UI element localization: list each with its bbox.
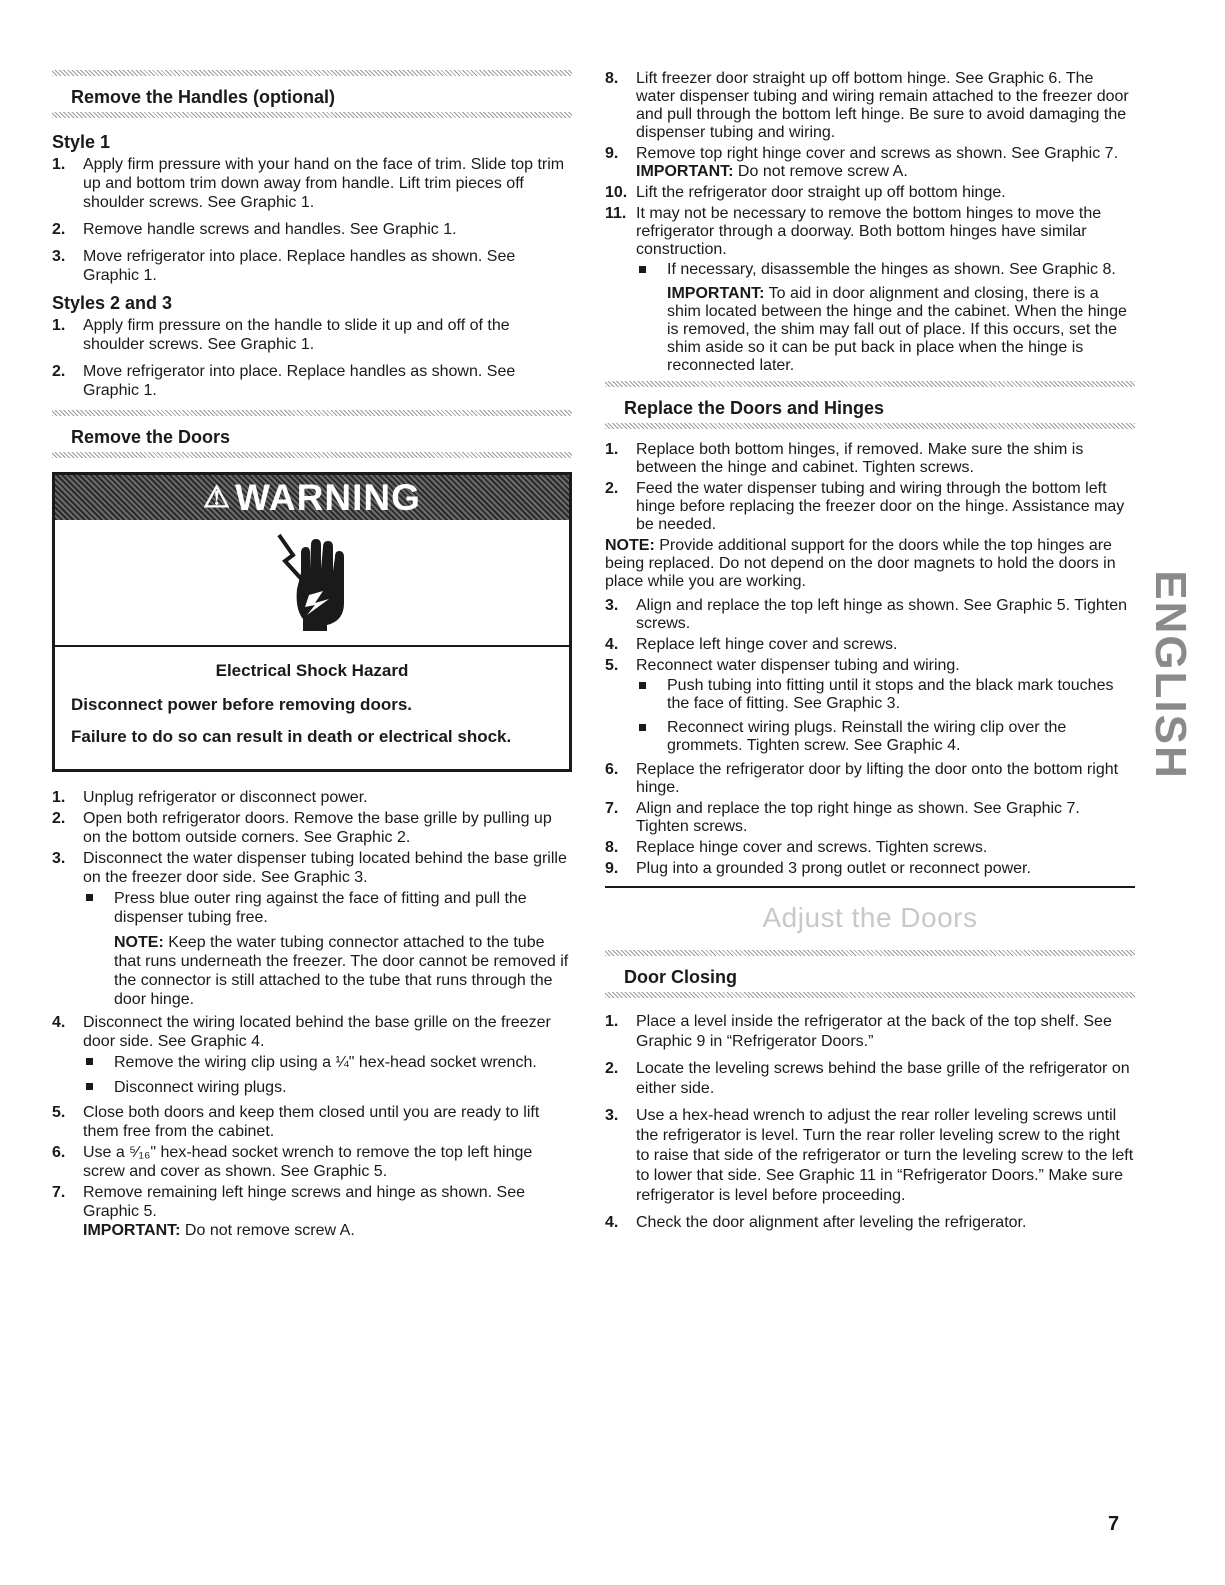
step-number: 5.	[52, 1104, 66, 1121]
step-number: 2.	[52, 221, 66, 238]
important-note	[636, 163, 1135, 181]
style1-steps	[52, 155, 572, 285]
door-closing-header	[605, 956, 1135, 992]
replace-steps-2	[605, 597, 1135, 878]
step-text: Replace hinge cover and screws. Tighten screws.	[636, 839, 988, 856]
warning-header	[55, 475, 569, 520]
bullet-text: If necessary, disassemble the hinges as shown. See Graphic 8.	[667, 261, 1116, 278]
bullet-text: Remove the wiring clip using a ¼" hex-head socket wrench.	[114, 1054, 537, 1071]
section-rule	[605, 992, 1135, 998]
warning-header-text: WARNING	[235, 476, 421, 518]
step-number: 5.	[605, 657, 619, 674]
list-item	[605, 860, 1135, 878]
step-number: 9.	[605, 860, 619, 877]
list-item	[52, 362, 572, 400]
step-text: Disconnect the water dispenser tubing located behind the base grille on the freezer door side. See Graphic 3.	[83, 850, 567, 886]
section-rule	[605, 423, 1135, 429]
page-number: 7	[1108, 1513, 1120, 1535]
step-number: 4.	[52, 1014, 66, 1031]
list-item	[52, 788, 572, 807]
list-item	[52, 1143, 572, 1181]
styles23-heading: Styles 2 and 3	[52, 293, 173, 313]
list-item	[605, 441, 1135, 477]
note-text: Keep the water tubing connector attached to the tube that runs underneath the freezer. The door cannot be removed if the connector is still attached to the tube that runs through the door hinge.	[114, 934, 569, 1008]
electrical-shock-hand-icon	[277, 533, 347, 633]
step-number: 2.	[52, 810, 66, 827]
remove-doors-steps	[52, 788, 572, 1240]
bullet-item	[636, 719, 1135, 755]
step-number: 9.	[605, 145, 619, 162]
step-number: 7.	[605, 800, 619, 817]
section-rule	[52, 112, 572, 118]
replace-steps	[605, 441, 1135, 534]
step-number: 4.	[605, 636, 619, 653]
note-text: Provide additional support for the doors while the top hinges are being replaced. Do not depend on the door magnets to hold the doors in place while you are working.	[605, 537, 1116, 590]
bullet-square-icon	[86, 894, 93, 901]
door-closing-steps	[605, 1012, 1135, 1233]
step-text: Move refrigerator into place. Replace handles as shown. See Graphic 1.	[83, 248, 516, 284]
step-number: 10.	[605, 184, 628, 201]
style1-heading: Style 1	[52, 132, 111, 152]
list-item	[605, 657, 1135, 755]
list-item	[52, 220, 572, 239]
section-title: Door Closing	[624, 967, 737, 987]
replace-doors-header	[605, 387, 1135, 423]
step-number: 3.	[605, 597, 619, 614]
step-number: 3.	[605, 1107, 619, 1124]
warning-line-1: Disconnect power before removing doors.	[71, 695, 413, 714]
remove-handles-header	[52, 76, 572, 112]
step-number: 1.	[52, 156, 66, 173]
section-title: Replace the Doors and Hinges	[624, 398, 885, 418]
important-note	[83, 1221, 572, 1240]
step-text: Remove remaining left hinge screws and hinge as shown. See Graphic 5.	[83, 1184, 526, 1220]
step-text: Align and replace the top left hinge as shown. See Graphic 5. Tighten screws.	[636, 597, 1127, 632]
step-text: It may not be necessary to remove the bottom hinges to move the refrigerator through a doorway. Both bottom hinges have similar construction.	[636, 205, 1102, 258]
bullet-text: Disconnect wiring plugs.	[114, 1079, 287, 1096]
step-text: Replace left hinge cover and screws.	[636, 636, 898, 653]
note-label: NOTE:	[114, 934, 164, 951]
step-number: 4.	[605, 1214, 619, 1231]
step-number: 1.	[605, 1013, 619, 1030]
list-item	[605, 1012, 1135, 1052]
bullet-item	[636, 677, 1135, 713]
left-column	[52, 70, 572, 1248]
step-text: Close both doors and keep them closed until you are ready to lift them free from the cabinet.	[83, 1104, 540, 1140]
step-text: Feed the water dispenser tubing and wiring through the bottom left hinge before replacing the freezer door on the hinge. Assistance may be needed.	[636, 480, 1125, 533]
remove-doors-header	[52, 416, 572, 452]
step-text: Move refrigerator into place. Replace handles as shown. See Graphic 1.	[83, 363, 516, 399]
note	[114, 933, 572, 1009]
right-column	[605, 70, 1135, 1238]
list-item	[52, 316, 572, 354]
step-number: 1.	[605, 441, 619, 458]
important-text: To aid in door alignment and closing, there is a shim located between the hinge and the cabinet. When the hinge is removed, the shim may fall out of place. If this occurs, set the shim aside so it can be put back in place when the hinge is reconnected later.	[667, 285, 1127, 374]
list-item	[52, 155, 572, 212]
side-tab-label: ENGLISH	[1146, 570, 1196, 780]
step-text: Replace both bottom hinges, if removed. Make sure the shim is between the hinge and cabinet. Tighten screws.	[636, 441, 1084, 476]
list-item	[605, 761, 1135, 797]
step-number: 7.	[52, 1184, 66, 1201]
step-number: 8.	[605, 839, 619, 856]
step-number: 3.	[52, 850, 66, 867]
step-text: Lift the refrigerator door straight up off bottom hinge.	[636, 184, 1006, 201]
hazard-title: Electrical Shock Hazard	[215, 661, 409, 680]
list-item	[605, 145, 1135, 181]
warning-box	[52, 472, 572, 772]
step-text: Open both refrigerator doors. Remove the base grille by pulling up on the bottom outside corners. See Graphic 2.	[83, 810, 552, 846]
adjust-doors-title: Adjust the Doors	[762, 902, 978, 933]
important-text: Do not remove screw A.	[180, 1222, 355, 1239]
bullet-list	[83, 889, 572, 927]
step-number: 1.	[52, 317, 66, 334]
bullet-item	[83, 1053, 572, 1072]
list-item	[52, 809, 572, 847]
step-text: Lift freezer door straight up off bottom hinge. See Graphic 6. The water dispenser tubing and wiring remain attached to the freezer door and pull through the bottom left hinge. Be sure to avoid damaging the dispenser tubing and wiring.	[636, 70, 1129, 141]
step-number: 2.	[605, 1060, 619, 1077]
bullet-square-icon	[86, 1058, 93, 1065]
bullet-square-icon	[639, 682, 646, 689]
step-number: 8.	[605, 70, 619, 87]
list-item	[605, 205, 1135, 375]
list-item	[605, 839, 1135, 857]
list-item	[605, 636, 1135, 654]
remove-doors-steps-continued	[605, 70, 1135, 375]
step-text: Reconnect water dispenser tubing and wiring.	[636, 657, 960, 674]
list-item	[52, 1013, 572, 1097]
bullet-text: Reconnect wiring plugs. Reinstall the wiring clip over the grommets. Tighten screw. See Graphic 4.	[667, 719, 1067, 754]
bullet-text: Press blue outer ring against the face of fitting and pull the dispenser tubing free.	[114, 890, 527, 926]
bullet-item	[83, 889, 572, 927]
step-text: Align and replace the top right hinge as shown. See Graphic 7. Tighten screws.	[636, 800, 1080, 835]
step-text: Check the door alignment after leveling the refrigerator.	[636, 1214, 1027, 1231]
step-text: Unplug refrigerator or disconnect power.	[83, 789, 368, 806]
important-label: IMPORTANT:	[636, 163, 734, 180]
step-text: Apply firm pressure on the handle to slide it up and off of the shoulder screws. See Graphic 1.	[83, 317, 510, 353]
warning-line-2: Failure to do so can result in death or electrical shock.	[71, 727, 512, 746]
step-text: Disconnect the wiring located behind the base grille on the freezer door side. See Graphic 4.	[83, 1014, 551, 1050]
section-title: Remove the Handles (optional)	[71, 87, 336, 107]
step-number: 2.	[605, 480, 619, 497]
step-text: Apply firm pressure with your hand on the face of trim. Slide top trim up and bottom trim down away from handle. Lift trim pieces off shoulder screws. See Graphic 1.	[83, 156, 565, 211]
language-side-tab	[1146, 555, 1196, 795]
bullet-item	[83, 1078, 572, 1097]
step-number: 11.	[605, 205, 627, 222]
replace-note	[605, 537, 1135, 591]
step-text: Use a ⁵⁄₁₆" hex-head socket wrench to remove the top left hinge screw and cover as shown. See Graphic 5.	[83, 1144, 533, 1180]
list-item	[52, 849, 572, 1009]
bullet-item	[636, 261, 1135, 279]
bullet-list	[636, 261, 1135, 279]
step-number: 2.	[52, 363, 66, 380]
list-item	[605, 70, 1135, 142]
section-divider	[605, 886, 1135, 888]
important-label: IMPORTANT:	[83, 1222, 181, 1239]
list-item	[605, 800, 1135, 836]
list-item	[605, 1059, 1135, 1099]
step-number: 6.	[52, 1144, 66, 1161]
section-rule	[52, 452, 572, 458]
bullet-square-icon	[86, 1083, 93, 1090]
note-label: NOTE:	[605, 537, 655, 554]
step-text: Plug into a grounded 3 prong outlet or reconnect power.	[636, 860, 1031, 877]
list-item	[605, 597, 1135, 633]
bullet-square-icon	[639, 724, 646, 731]
step-text: Remove top right hinge cover and screws as shown. See Graphic 7.	[636, 145, 1119, 162]
step-text: Locate the leveling screws behind the base grille of the refrigerator on either side.	[636, 1060, 1130, 1097]
important-text: Do not remove screw A.	[733, 163, 908, 180]
section-title: Remove the Doors	[71, 427, 231, 447]
list-item	[52, 1103, 572, 1141]
list-item	[605, 480, 1135, 534]
bullet-list	[83, 1053, 572, 1097]
list-item	[605, 1106, 1135, 1206]
step-text: Replace the refrigerator door by lifting the door onto the bottom right hinge.	[636, 761, 1119, 796]
bullet-square-icon	[639, 266, 646, 273]
step-text: Use a hex-head wrench to adjust the rear roller leveling screws until the refrigerator is level. Turn the rear roller leveling screw to the right to raise that side of the refrigerator or turn the leveling screw to the left to lower that side. See Graphic 11 in “Refrigerator Doors.” Make sure refrigerator is level before proceeding.	[636, 1107, 1134, 1204]
list-item	[605, 184, 1135, 202]
bullet-text: Push tubing into fitting until it stops and the black mark touches the face of fitting. See Graphic 3.	[667, 677, 1114, 712]
step-number: 6.	[605, 761, 619, 778]
bullet-list	[636, 677, 1135, 755]
styles23-steps	[52, 316, 572, 400]
warning-body	[55, 647, 569, 769]
step-number: 1.	[52, 789, 66, 806]
list-item	[605, 1213, 1135, 1233]
step-text: Place a level inside the refrigerator at the back of the top shelf. See Graphic 9 in “Refrigerator Doors.”	[636, 1013, 1112, 1050]
important-note	[667, 285, 1135, 375]
warning-triangle-icon: ⚠	[203, 481, 232, 514]
list-item	[52, 1183, 572, 1240]
step-number: 3.	[52, 248, 66, 265]
list-item	[52, 247, 572, 285]
important-label: IMPORTANT:	[667, 285, 765, 302]
step-text: Remove handle screws and handles. See Graphic 1.	[83, 221, 457, 238]
warning-icon-area	[55, 520, 569, 647]
